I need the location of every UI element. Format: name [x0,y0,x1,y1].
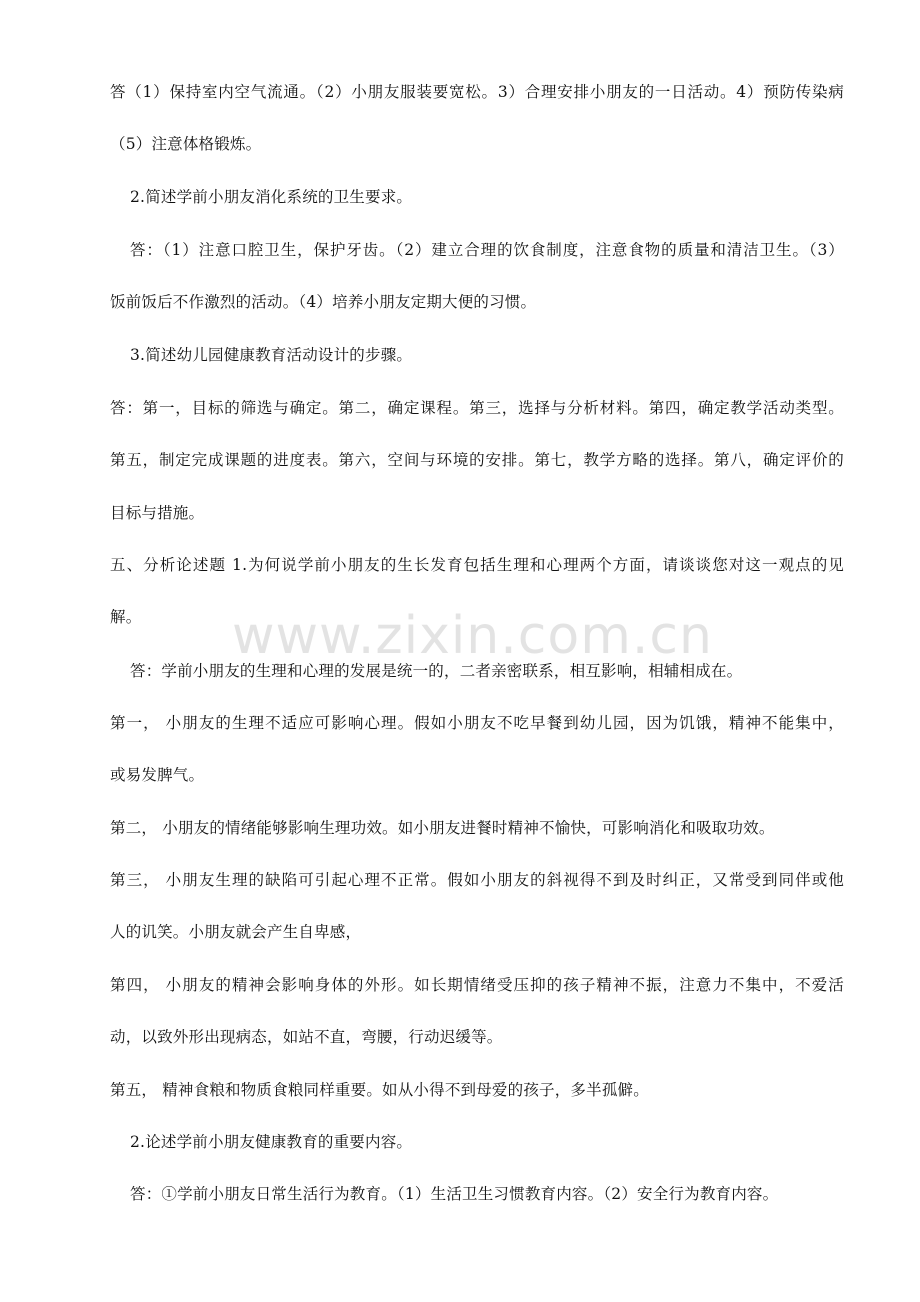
text-line: 第一， 小朋友的生理不适应可影响心理。假如小朋友不吃早餐到幼儿园，因为饥饿，精神不能集中， [110,714,844,732]
text-line: 人的讥笑。小朋友就会产生自卑感， [110,923,362,941]
text-line: 答：学前小朋友的生理和心理的发展是统一的，二者亲密联系，相互影响，相辅相成在。 [130,662,743,680]
question-heading: 3.简述幼儿园健康教育活动设计的步骤。 [130,346,413,364]
question-heading: 2.简述学前小朋友消化系统的卫生要求。 [130,188,413,206]
text-line: 或易发脾气。 [110,766,205,784]
text-line: 目标与措施。 [110,504,205,522]
text-line: 答：第一，目标的筛选与确定。第二，确定课程。第三，选择与分析材料。第四，确定教学活动类型。 [110,399,844,417]
text-line: 动，以致外形出现病态，如站不直，弯腰，行动迟缓等。 [110,1028,503,1046]
section-heading: 五、分析论述题 1.为何说学前小朋友的生长发育包括生理和心理两个方面，请谈谈您对这一观点的见 [110,556,844,574]
text-line: （5）注意体格锻炼。 [110,135,262,153]
question-heading: 2.论述学前小朋友健康教育的重要内容。 [130,1133,413,1151]
text-line: 第四， 小朋友的精神会影响身体的外形。如长期情绪受压抑的孩子精神不振，注意力不集中，不爱活 [110,976,844,994]
text-line: 第五， 精神食粮和物质食粮同样重要。如从小得不到母爱的孩子，多半孤僻。 [110,1081,649,1099]
text-line: 第二， 小朋友的情绪能够影响生理功效。如小朋友进餐时精神不愉快，可影响消化和吸取功效。 [110,819,775,837]
text-line: 答（1）保持室内空气流通。（2）小朋友服装要宽松。3）合理安排小朋友的一日活动。4）预防传染病 [110,83,844,101]
text-line: 答：（1）注意口腔卫生，保护牙齿。（2）建立合理的饮食制度，注意食物的质量和清洁卫生。（3） [130,241,844,259]
text-line: 饭前饭后不作激烈的活动。（4）培养小朋友定期大便的习惯。 [110,293,537,311]
watermark: www.zixin.com.cn [232,606,713,666]
text-line: 解。 [110,608,142,626]
text-line: 第五，制定完成课题的进度表。第六，空间与环境的安排。第七，教学方略的选择。第八，确定评价的 [110,451,844,469]
text-line: 答：①学前小朋友日常生活行为教育。（1）生活卫生习惯教育内容。（2）安全行为教育内容。 [130,1185,779,1203]
text-line: 第三， 小朋友生理的缺陷可引起心理不正常。假如小朋友的斜视得不到及时纠正，又常受到同伴或他 [110,871,844,889]
